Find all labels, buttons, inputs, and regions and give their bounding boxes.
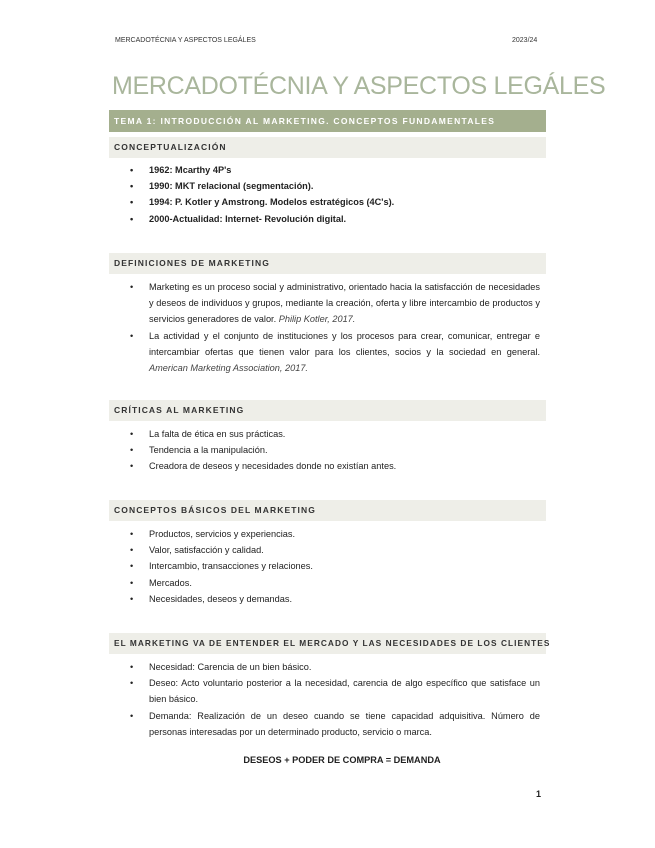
list-item: • Marketing es un proceso social y administrativo, orientado hacia la satisfacción de necesidades y deseos de individuos y grupos, mediante la creación, oferta y libre intercambio de productos y servicios generadores de valor. Philip Kotler, 2017. bbox=[130, 282, 540, 325]
section-heading-criticas: CRÍTICAS AL MARKETING bbox=[109, 400, 546, 421]
list-item: • 1962: Mcarthy 4P's bbox=[130, 165, 232, 175]
item-text: Tendencia a la manipulación. bbox=[149, 445, 268, 456]
item-text: 2000-Actualidad: Internet- Revolución digital. bbox=[149, 213, 347, 224]
item-text: Necesidades, deseos y demandas. bbox=[149, 593, 293, 604]
citation: American Marketing Association, 2017. bbox=[149, 363, 308, 374]
list-item: • Intercambio, transacciones y relaciones. bbox=[130, 561, 313, 572]
section-heading-entender: EL MARKETING VA DE ENTENDER EL MERCADO Y LAS NECESIDADES DE LOS CLIENTES bbox=[109, 633, 546, 654]
item-text: Necesidad: Carencia de un bien básico. bbox=[149, 662, 312, 672]
list-item: • Necesidades, deseos y demandas. bbox=[130, 593, 293, 604]
list-item: • La actividad y el conjunto de instituciones y los procesos para crear, comunicar, entregar e intercambiar ofertas que tienen valor para los clientes, socios y la sociedad en general. American Marketing Association, 2017. bbox=[130, 330, 540, 374]
topic-heading: TEMA 1: INTRODUCCIÓN AL MARKETING. CONCEPTOS FUNDAMENTALES bbox=[109, 110, 546, 132]
list-item: • Tendencia a la manipulación. bbox=[130, 445, 268, 456]
list-conceptualizacion bbox=[130, 162, 540, 227]
list-entender bbox=[130, 659, 540, 740]
item-text: La actividad y el conjunto de instituciones y los procesos para crear, comunicar, entregar e intercambiar ofertas que tienen valor para los clientes, socios y la sociedad en general. bbox=[149, 330, 540, 357]
list-item: • 2000-Actualidad: Internet- Revolución digital. bbox=[130, 213, 347, 224]
list-item: • Creadora de deseos y necesidades donde no existían antes. bbox=[130, 461, 397, 472]
item-text: Deseo: Acto voluntario posterior a la necesidad, carencia de algo específico que satisface un bien básico. bbox=[149, 678, 540, 705]
item-text: 1994: P. Kotler y Amstrong. Modelos estratégicos (4C's). bbox=[149, 197, 395, 208]
list-item: • Mercados. bbox=[130, 577, 192, 588]
section-heading-conceptualizacion: CONCEPTUALIZACIÓN bbox=[109, 137, 546, 158]
item-text: Productos, servicios y experiencias. bbox=[149, 529, 296, 539]
item-text: Marketing es un proceso social y administrativo, orientado hacia la satisfacción de necesidades y deseos de individuos y grupos, mediante la creación, oferta y libre intercambio de productos y servicios generadores de valor. bbox=[149, 282, 540, 325]
running-header-year: 2023/24 bbox=[512, 37, 538, 44]
item-text: La falta de ética en sus prácticas. bbox=[149, 429, 286, 439]
item-text: Intercambio, transacciones y relaciones. bbox=[149, 561, 313, 572]
demand-formula: DESEOS + PODER DE COMPRA = DEMANDA bbox=[243, 755, 441, 765]
list-criticas bbox=[130, 426, 540, 475]
list-item: • 1994: P. Kotler y Amstrong. Modelos estratégicos (4C's). bbox=[130, 197, 395, 208]
list-item: • Productos, servicios y experiencias. bbox=[130, 529, 296, 539]
list-item: • Necesidad: Carencia de un bien básico. bbox=[130, 662, 312, 672]
list-item: • Deseo: Acto voluntario posterior a la necesidad, carencia de algo específico que satisface un bien básico. bbox=[130, 678, 540, 705]
item-text: 1990: MKT relacional (segmentación). bbox=[149, 181, 314, 192]
item-text: Mercados. bbox=[149, 577, 192, 588]
item-text: 1962: Mcarthy 4P's bbox=[149, 165, 232, 175]
section-heading-definiciones: DEFINICIONES DE MARKETING bbox=[109, 253, 546, 274]
list-item: • La falta de ética en sus prácticas. bbox=[130, 429, 286, 439]
list-item: • Demanda: Realización de un deseo cuando se tiene capacidad adquisitiva. Número de personas interesadas por un determinado producto, servicio o marca. bbox=[130, 710, 540, 737]
running-header-title: MERCADOTÉCNIA Y ASPECTOS LEGÁLES bbox=[115, 37, 256, 44]
page-number: 1 bbox=[536, 789, 542, 799]
section-heading-conceptos: CONCEPTOS BÁSICOS DEL MARKETING bbox=[109, 500, 546, 521]
list-conceptos bbox=[130, 526, 540, 607]
citation: Philip Kotler, 2017. bbox=[278, 314, 356, 325]
list-definiciones bbox=[130, 279, 540, 376]
item-text: Valor, satisfacción y calidad. bbox=[149, 545, 264, 556]
document-title: MERCADOTÉCNIA Y ASPECTOS LEGÁLES bbox=[112, 72, 606, 100]
item-text: Demanda: Realización de un deseo cuando se tiene capacidad adquisitiva. Número de personas interesadas por un determinado producto, servicio o marca. bbox=[149, 710, 540, 737]
list-item: • Valor, satisfacción y calidad. bbox=[130, 545, 264, 556]
item-text: Creadora de deseos y necesidades donde no existían antes. bbox=[149, 461, 397, 472]
list-item: • 1990: MKT relacional (segmentación). bbox=[130, 181, 314, 192]
